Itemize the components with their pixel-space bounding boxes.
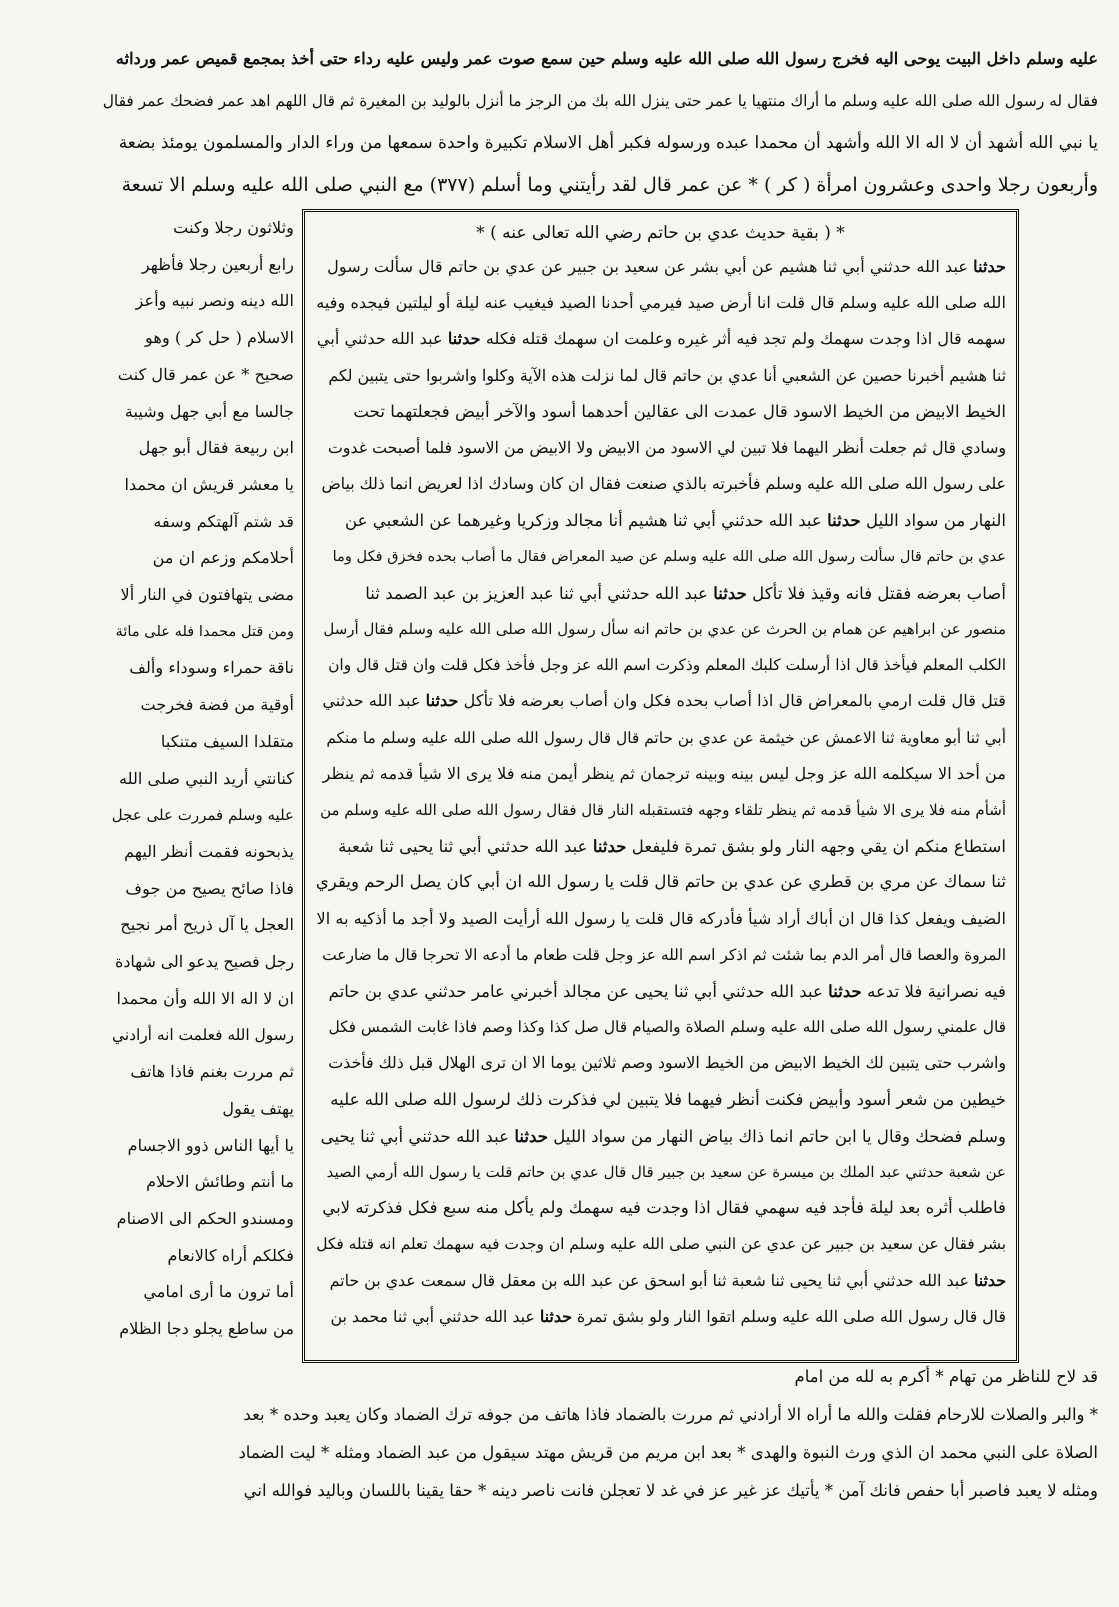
side-line: فكلكم أراه كالانعام	[167, 1245, 294, 1265]
side-line: ابن ربيعة فقال أبو جهل	[138, 438, 294, 458]
side-line: مضى يتهافتون في النار ألا	[120, 585, 294, 604]
main-text-box	[302, 209, 1019, 1363]
hadith-line: عن شعبة حدثني عبد الملك بن ميسرة عن سعيد بن جبير قال قال عدي بن حاتم قلت يا رسول الله أرمي الصيد	[326, 1163, 1006, 1181]
hadith-line: أشأم منه فلا يرى الا شيأ قدمه ثم ينظر تلقاء وجهه فتستقبله النار قال فقال رسول الله صلى الله عليه وسلم من	[320, 801, 1006, 819]
haddathana-marker: حدثنا	[713, 582, 747, 603]
section-heading: * ( بقية حديث عدي بن حاتم رضي الله تعالى عنه ) *	[476, 223, 845, 243]
hadith-line: حدثنا عبد الله حدثني أبي ثنا يحيى ثنا شعبة ثنا أبو اسحق عن عبد الله بن معقل قال سمعت عدي بن حاتم	[329, 1270, 1006, 1290]
hadith-line: قال علمني رسول الله صلى الله عليه وسلم الصلاة والصيام قال صل كذا وكذا وصم فاذا غابت الشمس فكل	[328, 1018, 1006, 1037]
top-text-block	[98, 44, 1098, 212]
side-line: يذبحونه فقمت أنظر اليهم	[124, 841, 294, 861]
haddathana-marker: حدثنا	[827, 510, 861, 531]
side-line: وثلاثون رجلا وكنت	[173, 218, 294, 237]
hadith-line: بشر فقال عن سعيد بن جبير عن عدي عن النبي صلى الله عليه وسلم ان وجدت فيه سهمك تعلم انه قتله فكل	[316, 1235, 1006, 1254]
side-line: الله دينه ونصر نبيه وأعز	[135, 291, 294, 311]
haddathana-marker: حدثنا	[425, 691, 459, 711]
side-line: متقلدا السيف متنكبا	[160, 731, 294, 751]
side-line: يهتف يقول	[222, 1098, 294, 1118]
side-line: ثم مررت بغنم فاذا هاتف	[130, 1062, 294, 1082]
hadith-line: على رسول الله صلى الله عليه وسلم فأخبرته بالذي صنعت فقال ان كان وسادك اذا لعريض انما ذلك بياض	[321, 474, 1006, 494]
hadith-line: سهمه قال اذا وجدت سهمك ولم تجد فيه أثر غيره وعلمت ان سهمك قتله فكله حدثنا عبد الله حدثني أبي	[316, 329, 1006, 349]
top-line: عليه وسلم داخل البيت يوحى اليه فخرج رسول الله صلى الله عليه وسلم حين سمع صوت عمر وليس عليه رداء حتى أخذ بمجمع قميص عمر ورداثه	[115, 49, 1098, 68]
hadith-line: واشرب حتى يتبين لك الخيط الابيض من الخيط الاسود وصم ثلاثين يوما الا ان ترى الهلال قبل ذلك فأخذت	[328, 1053, 1006, 1073]
side-line: رابع أربعين رجلا فأظهر	[141, 254, 294, 274]
side-line: ومن قتل محمدا فله على مائة	[115, 622, 294, 640]
side-line: ومسندو الحكم الى الاصنام	[116, 1208, 294, 1228]
hadith-line: ثنا سماك عن مري بن قطري عن عدي بن حاتم قال قلت يا رسول الله ان أبي كان يصل الرحم ويقري	[315, 872, 1006, 892]
hadith-line: قتل قال قلت ارمي بالمعراض قال اذا أصاب بحده فكل وان أصاب بعرضه فلا تأكل حدثنا عبد الله حدثني	[322, 691, 1006, 711]
bottom-line: ومثله لا يعبد فاصبر أبا حفص فانك آمن * يأتيك عز غير عز في غد لا تعجلن فانت ناصر دينه * حقا يقينا باللسان وباليد فوالله اني	[243, 1481, 1098, 1500]
main-text-lines	[315, 252, 1006, 1352]
haddathana-marker: حدثنا	[514, 1125, 548, 1146]
hadith-line: أبي ثنا أبو معاوية ثنا الاعمش عن خيثمة عن عدي بن حاتم قال قال رسول الله صلى الله عليه وسلم ما منكم	[326, 728, 1006, 747]
bottom-line: * والبر والصلات للارحام فقلت والله ما أراه الا أرادني ثم مررت بالضماد فاذا هاتف من جوفه ترك الضماد وكان يعبد وحده * بعد	[243, 1405, 1098, 1424]
side-line: أما ترون ما أرى امامي	[143, 1282, 294, 1302]
hadith-line: الخيط الابيض من الخيط الاسود قال عمدت الى عقالين أحدهما أسود والآخر أبيض فجعلتهما تحت	[353, 401, 1006, 421]
haddathana-marker: حدثنا	[539, 1306, 572, 1326]
haddathana-marker: حدثنا	[447, 329, 481, 349]
side-line: عليه وسلم فمررت على عجل	[112, 806, 294, 825]
side-line: يا أيها الناس ذوو الاجسام	[127, 1135, 294, 1155]
haddathana-marker: حدثنا	[828, 981, 862, 1001]
haddathana-marker: حدثنا	[973, 257, 1006, 276]
hadith-line: الكلب المعلم فيأخذ قال اذا أرسلت كلبك المعلم وذكرت اسم الله عز وجل فأخذ فكل قلت وان قتل قال وان	[328, 656, 1006, 675]
top-line: وأربعون رجلا واحدى وعشرون امرأة ( كر ) * عن عمر قال لقد رأيتني وما أسلم (٣٧٧) مع النبي صلى الله عليه وسلم الا تسعة	[121, 174, 1098, 196]
hadith-line: منصور عن ابراهيم عن همام بن الحرث عن عدي بن حاتم انه سأل رسول الله صلى الله عليه وسلم فقال أرسل	[323, 620, 1006, 638]
side-line: ناقة حمراء وسوداء وألف	[129, 658, 294, 678]
hadith-line: الله صلى الله عليه وسلم قال قلت انا أرض صيد فيرمي أحدنا الصيد فيغيب عنه ليلة أو ليلتين فيجده وفيه	[316, 293, 1006, 313]
side-line: أحلامكم وزعم ان من	[152, 548, 294, 568]
hadith-line: ثنا هشيم أخبرنا حصين عن الشعبي أنا عدي بن حاتم قال لما نزلت هذه الآية وكلوا واشربوا حتى يتبين لكم	[328, 365, 1006, 385]
hadith-line: قال قال رسول الله صلى الله عليه وسلم اتقوا النار ولو بشق تمرة حدثنا عبد الله حدثني أبي ثنا محمد بن	[330, 1306, 1006, 1326]
hadith-line: وسادي قال ثم جعلت أنظر اليهما فلا تبين لي الاسود من الابيض ولا الابيض من الاسود فلما أصبحت غدوت	[327, 438, 1006, 457]
side-line: رسول الله فعلمت انه أرادني	[112, 1026, 294, 1045]
haddathana-marker: حدثنا	[592, 836, 627, 857]
hadith-line: وسلم فضحك وقال يا ابن حاتم انما ذاك بياض النهار من سواد الليل حدثنا عبد الله حدثني أبي ثنا يحيى	[320, 1125, 1006, 1146]
side-line: أوقية من فضة فخرجت	[140, 695, 294, 715]
side-line: ان لا اله الا الله وأن محمدا	[116, 988, 294, 1008]
hadith-line: فيه نصرانية فلا تدعه حدثنا عبد الله حدثني أبي ثنا يحيى عن مجالد أخبرني عامر حدثني عدي بن حاتم	[328, 981, 1006, 1001]
top-line: فقال له رسول الله صلى الله عليه وسلم ما أراك منتهيا يا عمر حتى ينزل الله بك من الرجز ما أنزل بالوليد بن المغيرة ثم قال اللهم اهد عمر فضحك عمر فقال	[102, 92, 1098, 110]
hadith-line: أصاب بعرضه فقتل فانه وقيذ فلا تأكل حدثنا عبد الله حدثني أبي ثنا عبد العزيز بن عبد الصمد ثنا	[365, 582, 1006, 603]
side-line: قد شتم آلهتكم وسفه	[153, 511, 294, 531]
bottom-text-block	[98, 1360, 1098, 1520]
side-line: فاذا صائح يصيح من جوف	[125, 878, 294, 898]
top-line: يا نبي الله أشهد أن لا اله الا الله وأشهد أن محمدا عبده ورسوله فكبر أهل الاسلام تكبيرة واحدة سمعها من وراء الدار والمسلمون يومئذ بضعة	[118, 133, 1098, 153]
bottom-line: قد لاح للناظر من تهام * أكرم به لله من امام	[794, 1367, 1098, 1386]
side-line: يا معشر قريش ان محمدا	[124, 474, 294, 494]
side-line: كنانتي أريد النبي صلى الله	[118, 768, 294, 788]
side-line: من ساطع يجلو دجا الظلام	[119, 1319, 294, 1338]
side-line: ما أنتم وطائش الاحلام	[146, 1172, 294, 1192]
hadith-line: من أحد الا سيكلمه الله عز وجل ليس بينه وبينه ترجمان ثم ينظر أيمن منه فلا يرى الا شيأ قدمه ثم ينظر	[322, 763, 1006, 783]
side-line: رجل فصيح يدعو الى شهادة	[115, 952, 294, 971]
side-commentary-column	[112, 213, 294, 1363]
haddathana-marker: حدثنا	[973, 1270, 1006, 1290]
side-line: جالسا مع أبي جهل وشيبة	[124, 401, 294, 421]
side-line: العجل يا آل ذريح أمر نجيح	[120, 915, 294, 935]
bottom-line: الصلاة على النبي محمد ان الذي ورث النبوة والهدى * بعد ابن مريم من قريش مهتد سيقول من عبد الضماد ومثله * ليت الضماد	[238, 1443, 1098, 1462]
hadith-line: حدثنا عبد الله حدثني أبي ثنا هشيم عن أبي بشر عن سعيد بن جبير عن عدي بن حاتم قال سألت رسول	[327, 257, 1006, 276]
hadith-line: عدي بن حاتم قال سألت رسول الله صلى الله عليه وسلم عن صيد المعراض فقال ما أصاب بحده فخزق فكل وما	[332, 547, 1006, 565]
hadith-line: المروة والعصا قال أمر الدم بما شئت ثم اذكر اسم الله عز وجل قلت طعام ما أدعه الا تحرجا قال ما ضارعت	[322, 945, 1006, 964]
hadith-line: استطاع منكم ان يقي وجهه النار ولو بشق تمرة فليفعل حدثنا عبد الله حدثني أبي ثنا يحيى ثنا شعبة	[338, 836, 1006, 857]
hadith-line: الضيف ويفعل كذا قال ان أباك أراد شيأ فأدركه قال قلت يا رسول الله أرأيت الصيد ولا أجد ما أذكيه به الا	[316, 908, 1006, 928]
hadith-line: فاطلب أثره بعد ليلة فأجد فيه سهمي فقال اذا وجدت فيه سهمك ولم يأكل منه سبع فكل فذكرته لابي	[322, 1198, 1006, 1218]
side-line: صحيح * عن عمر قال كنت	[117, 364, 294, 384]
hadith-line: خيطين من شعر أسود وأبيض فكنت أنظر فيهما فلا يتبين لي فذكرت ذلك لرسول الله صلى الله عليه	[330, 1089, 1006, 1109]
side-line: الاسلام ( حل كر ) وهو	[145, 328, 294, 348]
hadith-line: النهار من سواد الليل حدثنا عبد الله حدثني أبي ثنا هشيم أنا مجالد وزكريا وغيرهما عن الشعبي عن	[344, 510, 1006, 531]
